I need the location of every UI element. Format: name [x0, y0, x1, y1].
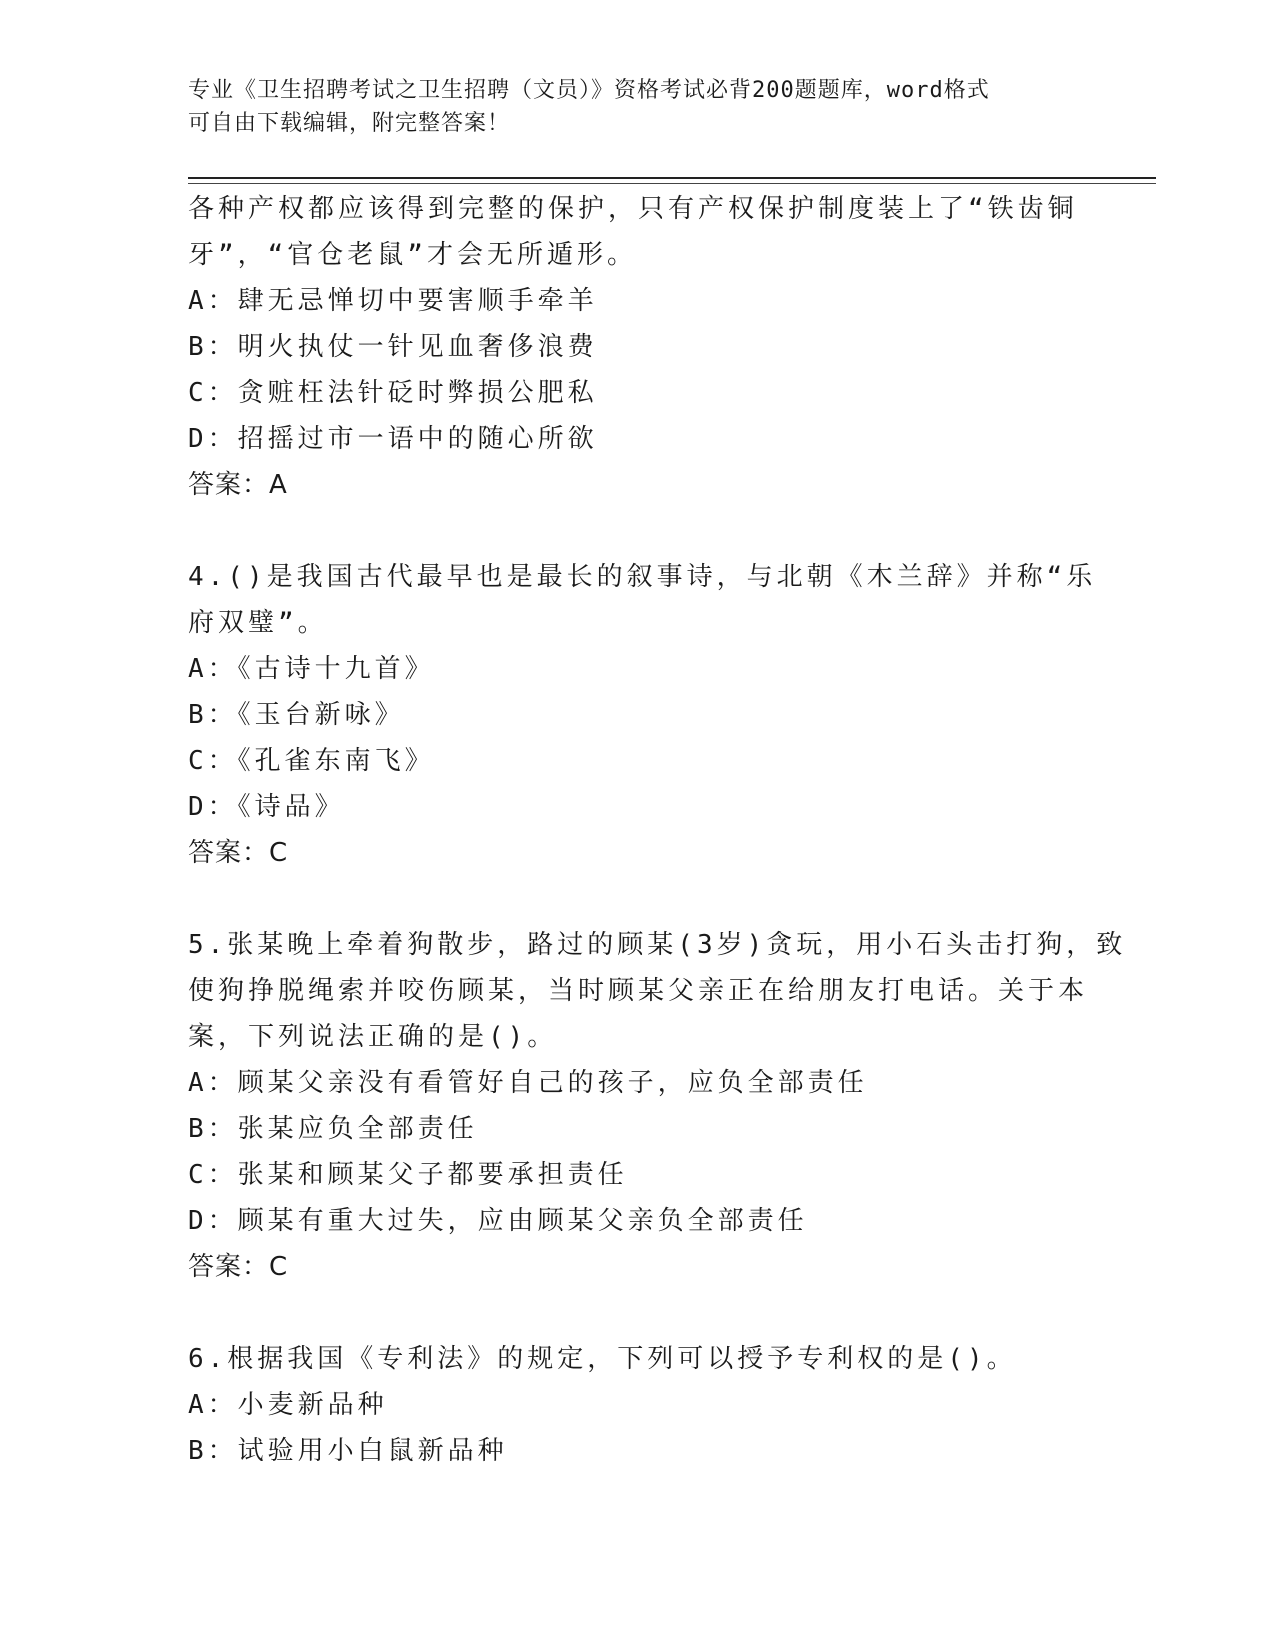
spacer [188, 876, 1088, 922]
document-header [188, 74, 1068, 140]
question-stem-line: 牙”，“官仓老鼠”才会无所遁形。 [188, 240, 637, 270]
option-b: B：《玉台新咏》 [188, 700, 405, 730]
header-title-line-2: 可自由下载编辑，附完整答案！ [188, 111, 511, 136]
header-title-line-1: 专业《卫生招聘考试之卫生招聘（文员）》资格考试必背200题题库，word格式 [188, 78, 990, 103]
option-c: C：《孔雀东南飞》 [188, 746, 435, 776]
option-a: A：肆无忌惮切中要害顺手牵羊 [188, 286, 598, 316]
answer: 答案：C [188, 1252, 289, 1282]
spacer [188, 508, 1088, 554]
header-divider-thick [188, 177, 1156, 179]
option-b: B：试验用小白鼠新品种 [188, 1436, 508, 1466]
option-a: A：《古诗十九首》 [188, 654, 435, 684]
question-stem-line: 6.根据我国《专利法》的规定，下列可以授予专利权的是()。 [188, 1344, 1017, 1374]
question-stem-line: 4.()是我国古代最早也是最长的叙事诗，与北朝《木兰辞》并称“乐 [188, 562, 1097, 592]
question-4 [188, 554, 1097, 876]
option-d: D：《诗品》 [188, 792, 345, 822]
option-d: D：顾某有重大过失，应由顾某父亲负全部责任 [188, 1206, 808, 1236]
question-stem-line: 5.张某晚上牵着狗散步，路过的顾某(3岁)贪玩，用小石头击打狗，致 [188, 930, 1127, 960]
option-d: D：招摇过市一语中的随心所欲 [188, 424, 598, 454]
option-b: B：明火执仗一针见血奢侈浪费 [188, 332, 598, 362]
option-c: C：张某和顾某父子都要承担责任 [188, 1160, 628, 1190]
answer: 答案：C [188, 838, 289, 868]
question-5 [188, 922, 1127, 1290]
question-stem-line: 各种产权都应该得到完整的保护，只有产权保护制度装上了“铁齿铜 [188, 194, 1078, 224]
answer: 答案：A [188, 470, 288, 500]
option-a: A：顾某父亲没有看管好自己的孩子，应负全部责任 [188, 1068, 868, 1098]
question-stem-line: 府双璧”。 [188, 608, 328, 638]
question-list [188, 186, 1127, 1474]
question-stem-line: 案，下列说法正确的是()。 [188, 1022, 558, 1052]
option-c: C：贪赃枉法针砭时弊损公肥私 [188, 378, 598, 408]
question-3 [188, 186, 1088, 508]
header-divider-thin [188, 183, 1156, 184]
option-b: B：张某应负全部责任 [188, 1114, 478, 1144]
spacer [188, 1290, 1088, 1336]
question-6 [188, 1336, 1088, 1474]
option-a: A：小麦新品种 [188, 1390, 388, 1420]
question-stem-line: 使狗挣脱绳索并咬伤顾某，当时顾某父亲正在给朋友打电话。关于本 [188, 976, 1089, 1006]
